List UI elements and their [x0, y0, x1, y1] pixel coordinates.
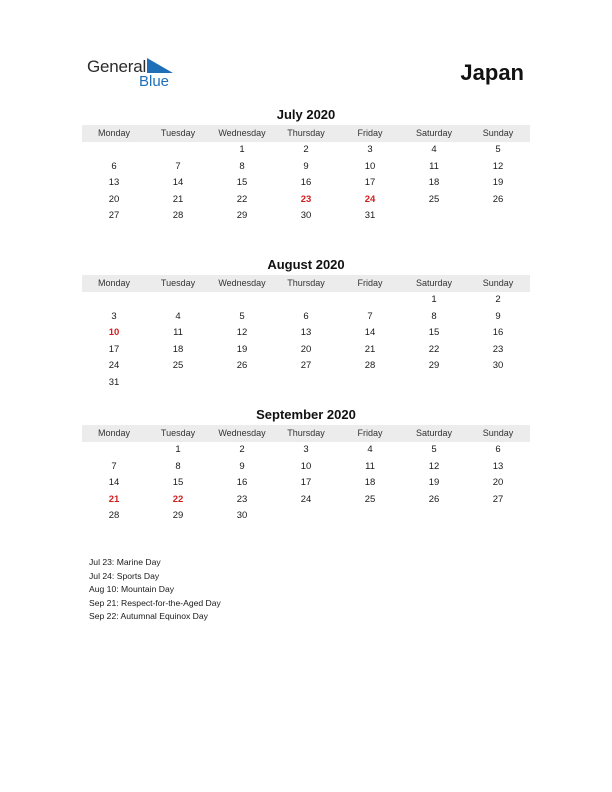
day-cell: 17: [364, 177, 376, 189]
day-cell: 18: [172, 343, 184, 355]
empty-day-cell: [466, 508, 530, 525]
day-cell: 12: [236, 327, 248, 339]
month-title: July 2020: [276, 107, 336, 122]
week-row: [82, 142, 530, 159]
weekday-label: Saturday: [415, 128, 453, 138]
day-cell: 21: [172, 193, 184, 205]
day-cell: 10: [364, 160, 376, 172]
day-cell: 23: [492, 343, 504, 355]
day-cell: 17: [108, 343, 120, 355]
day-cell: 27: [108, 210, 120, 222]
empty-day-cell: [82, 292, 146, 309]
day-cell: 23: [300, 193, 312, 205]
day-cell: 20: [108, 193, 120, 205]
day-cell: 26: [236, 360, 248, 372]
empty-day-cell: [338, 292, 402, 309]
empty-day-cell: [338, 508, 402, 525]
day-cell: 20: [492, 477, 504, 489]
holiday-list-item: Sep 21: Respect-for-the-Aged Day: [89, 597, 221, 608]
logo-text-general: General: [87, 57, 147, 76]
day-cell: 24: [364, 193, 376, 205]
day-cell: 6: [303, 310, 309, 322]
day-cell: 8: [239, 160, 245, 172]
day-cell: 28: [172, 210, 184, 222]
day-cell: 30: [492, 360, 504, 372]
week-row: [82, 175, 530, 192]
weekday-label: Tuesday: [160, 128, 196, 138]
month-title: August 2020: [267, 257, 345, 272]
weekday-label: Friday: [357, 428, 383, 438]
holiday-list-item: Jul 24: Sports Day: [89, 570, 160, 581]
day-cell: 2: [239, 444, 245, 455]
day-cell: 8: [175, 460, 181, 472]
holiday-list-item: Jul 23: Marine Day: [89, 557, 161, 567]
month-title: September 2020: [256, 407, 356, 422]
week-row: [82, 492, 530, 509]
empty-day-cell: [210, 375, 274, 392]
day-cell: 29: [428, 360, 440, 372]
day-cell: 27: [300, 360, 312, 372]
day-cell: 13: [492, 460, 504, 472]
day-cell: 15: [172, 477, 184, 489]
day-cell: 9: [303, 160, 309, 172]
day-cell: 4: [431, 144, 437, 155]
empty-day-cell: [338, 375, 402, 392]
week-row: [82, 342, 530, 359]
day-cell: 6: [111, 160, 117, 172]
day-cell: 13: [108, 177, 120, 189]
week-row: [82, 508, 530, 525]
day-cell: 28: [108, 510, 120, 522]
day-cell: 17: [300, 477, 312, 489]
weekday-label: Monday: [97, 428, 131, 438]
day-cell: 16: [236, 477, 248, 489]
month-september: [82, 406, 530, 525]
day-cell: 16: [492, 327, 504, 339]
weekday-label: Tuesday: [160, 428, 196, 438]
day-cell: 3: [367, 144, 373, 155]
day-cell: 31: [108, 376, 120, 388]
week-row: [82, 159, 530, 176]
weekday-label: Sunday: [482, 428, 514, 438]
empty-day-cell: [402, 508, 466, 525]
day-cell: 15: [428, 327, 440, 339]
day-cell: 22: [172, 493, 184, 505]
day-cell: 4: [367, 444, 373, 455]
weekday-label: Saturday: [415, 278, 453, 288]
day-cell: 26: [428, 493, 440, 505]
day-cell: 6: [495, 444, 501, 455]
day-cell: 18: [428, 177, 440, 189]
day-cell: 7: [175, 160, 181, 172]
day-cell: 11: [365, 460, 375, 472]
day-cell: 3: [111, 310, 117, 322]
day-cell: 19: [428, 477, 440, 489]
holiday-list-item: Sep 22: Autumnal Equinox Day: [89, 611, 208, 622]
empty-day-cell: [274, 292, 338, 309]
week-row: [82, 358, 530, 375]
day-cell: 10: [300, 460, 312, 472]
empty-day-cell: [274, 508, 338, 525]
day-cell: 9: [495, 310, 501, 322]
weekday-label: Thursday: [287, 428, 325, 438]
weekday-label: Wednesday: [218, 128, 266, 138]
day-cell: 27: [492, 493, 504, 505]
day-cell: 21: [364, 343, 376, 355]
day-cell: 14: [108, 477, 120, 489]
month-august: [82, 256, 530, 392]
day-cell: 9: [239, 460, 245, 472]
logo-text-blue: Blue: [139, 73, 170, 90]
day-cell: 19: [492, 177, 504, 189]
week-row: [82, 208, 530, 225]
empty-day-cell: [466, 208, 530, 225]
day-cell: 11: [429, 160, 439, 172]
day-cell: 2: [495, 294, 501, 305]
day-cell: 19: [236, 343, 248, 355]
day-cell: 26: [492, 193, 504, 205]
day-cell: 12: [492, 160, 504, 172]
empty-day-cell: [402, 208, 466, 225]
week-row: [82, 442, 530, 459]
logo-triangle-icon: [145, 58, 173, 74]
day-cell: 24: [300, 493, 312, 505]
day-cell: 16: [300, 177, 312, 189]
holiday-list: [89, 556, 221, 624]
day-cell: 12: [428, 460, 440, 472]
weekday-label: Monday: [97, 278, 131, 288]
day-cell: 1: [431, 294, 437, 305]
day-cell: 5: [239, 310, 245, 322]
day-cell: 3: [303, 444, 309, 455]
weekday-label: Wednesday: [218, 278, 266, 288]
holiday-list-item: Aug 10: Mountain Day: [89, 584, 175, 595]
weekday-header-row: [82, 425, 530, 442]
empty-day-cell: [146, 292, 210, 309]
weekday-label: Thursday: [287, 278, 325, 288]
empty-day-cell: [402, 375, 466, 392]
week-row: [82, 192, 530, 209]
empty-day-cell: [466, 375, 530, 392]
day-cell: 15: [236, 177, 248, 189]
week-row: [82, 459, 530, 476]
weekday-label: Friday: [357, 128, 383, 138]
day-cell: 23: [236, 493, 248, 505]
weekday-label: Sunday: [482, 278, 514, 288]
day-cell: 25: [364, 493, 376, 505]
day-cell: 24: [108, 360, 120, 372]
day-cell: 14: [364, 327, 376, 339]
weekday-label: Sunday: [482, 128, 514, 138]
day-cell: 25: [172, 360, 184, 372]
day-cell: 14: [172, 177, 184, 189]
empty-day-cell: [82, 142, 146, 159]
weekday-label: Tuesday: [160, 278, 196, 288]
empty-day-cell: [82, 442, 146, 459]
month-july: [82, 106, 530, 225]
day-cell: 28: [364, 360, 376, 372]
day-cell: 2: [303, 144, 309, 155]
day-cell: 8: [431, 310, 437, 322]
day-cell: 20: [300, 343, 312, 355]
country-title: Japan: [460, 60, 524, 85]
day-cell: 22: [428, 343, 440, 355]
day-cell: 30: [300, 210, 312, 222]
day-cell: 13: [300, 327, 312, 339]
day-cell: 21: [108, 493, 120, 505]
day-cell: 25: [428, 193, 440, 205]
day-cell: 29: [236, 210, 248, 222]
day-cell: 1: [175, 444, 181, 455]
day-cell: 5: [495, 144, 501, 155]
weekday-header-row: [82, 125, 530, 142]
day-cell: 30: [236, 510, 248, 522]
day-cell: 7: [367, 310, 373, 322]
day-cell: 22: [236, 193, 248, 205]
day-cell: 4: [175, 310, 181, 322]
day-cell: 18: [364, 477, 376, 489]
day-cell: 11: [173, 327, 183, 339]
week-row: [82, 375, 530, 392]
weekday-label: Saturday: [415, 428, 453, 438]
week-row: [82, 292, 530, 309]
day-cell: 1: [239, 144, 245, 155]
week-row: [82, 325, 530, 342]
week-row: [82, 475, 530, 492]
weekday-label: Friday: [357, 278, 383, 288]
day-cell: 10: [108, 327, 120, 339]
empty-day-cell: [274, 375, 338, 392]
weekday-label: Wednesday: [218, 428, 266, 438]
day-cell: 5: [431, 444, 437, 455]
empty-day-cell: [146, 375, 210, 392]
weekday-label: Thursday: [287, 128, 325, 138]
empty-day-cell: [146, 142, 210, 159]
week-row: [82, 309, 530, 326]
day-cell: 31: [364, 210, 376, 222]
day-cell: 7: [111, 460, 117, 472]
weekday-header-row: [82, 275, 530, 292]
weekday-label: Monday: [97, 128, 131, 138]
generalblue-logo: [87, 57, 187, 91]
empty-day-cell: [210, 292, 274, 309]
day-cell: 29: [172, 510, 184, 522]
